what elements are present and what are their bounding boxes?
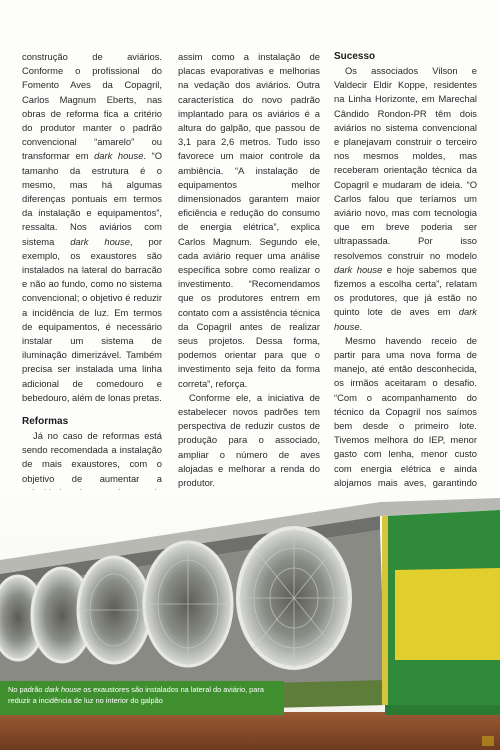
text-run: Mesmo havendo receio de partir para uma nova forma de manejo, até então desconhecida, os irmãos aceitaram o desafio. “Com o acompanhamento do técnico da Copagril nos saímos bem desde o primeiro lote. Tivemos melhora do IEP, menor gasto com lenha, menor custo com energia elétrica e ainda alojamos mais aves, garantindo <box>334 334 477 488</box>
section-heading-sucesso: Sucesso <box>334 51 376 62</box>
paragraph: assim como a instalação de placas evaporativas e melhorias na vedação dos aviários. Outra característica do novo padrão implantado para os aviários é a altura do galpão, que passou de 3,1 para 2,6 metros. Tudo isso favorece um maior controle da ambiência. “A instalação de equipamentos melhor dimensionados garantem maior eficiência e redução do consumo de energia elétrica”, explica Carlos Magnum. Segundo ele, cada aviário requer uma análise específica sobre como realizar o investimento. “Recomendamos que os produtores entrem em contato com a assistência técnica da Copagril antes de realizar seus projetos. Dessa forma, podemos orientar para que o investimento seja feito da forma correta”, reforça. <box>178 51 320 389</box>
text-run: e hoje sabemos que fizemos a escolha certa”, relatam os produtores, que já estão no quinto lote de aves em <box>334 263 478 318</box>
caption-text: os exaustores são instalados na lateral do aviário, para reduzir a incidência de luz no interior do galpão <box>8 685 264 705</box>
paragraph <box>22 50 162 405</box>
photo-caption <box>0 681 284 715</box>
text-run: , por exemplo, os exaustores são instalados na lateral do barracão e não ao fundo, como no sistema convencional; o objetivo é reduzir a incidência de luz. Em termos de equipamentos, é necessário instalar um sistema de iluminação dimerizável. Também precisa ser instalada uma linha adicional de comedouro e bebedouro, além de lonas pretas. <box>22 235 162 403</box>
article-column-3 <box>334 50 477 547</box>
section-heading-reformas: Reformas <box>22 416 69 428</box>
emphasis: dark house <box>94 150 144 162</box>
article-column-1 <box>22 50 162 514</box>
page-corner-mark <box>482 736 494 746</box>
caption-emphasis: dark house <box>44 685 82 694</box>
barn-end-wall-yellow <box>395 568 500 660</box>
emphasis: dark house <box>334 263 383 275</box>
paragraph: Já no caso de reformas está sendo recomendada a instalação de mais exaustores, com o objetivo de aumentar a <box>22 430 162 484</box>
grass-strip <box>385 705 500 715</box>
text-run: construção de aviários. Conforme o profissional do Fomento Aves da Copagril, Carlos Magnum Eberts, nas obras de reforma fica a critério do produtor manter o padrão convencional “amarelo” ou transformar em <box>22 51 162 162</box>
emphasis: dark house <box>70 235 130 247</box>
text-run: . <box>359 320 363 332</box>
emphasis: dark house <box>334 306 477 332</box>
paragraph: Conforme ele, a iniciativa de estabelecer novos padrões tem perspectiva de reduzir custos de produção para o associado, ampliar o número de aves alojadas e melhorar a renda do produtor. <box>178 391 320 489</box>
red-soil-ground <box>0 712 500 750</box>
text-run: . “O tamanho da estrutura é o mesmo, mas há algumas diferenças pontuais em termos da instalação e equipamentos”, ressalta. Nos aviários com sistema <box>22 150 162 247</box>
text-run: Os associados Vilson e Valdecir Eldir Koppe, residentes na Linha Horizonte, em Marechal Cândido Rondon-PR têm dois aviários no sistema convencional e planejavam construir o terceiro nos mesmos moldes, mas receberam orientação técnica da Copagril e mudaram de ideia. “O Carlos falou que teríamos um aviário novo, mas com tecnologia que em breve poderia ser ultrapassada. Por isso resolvemos construir no modelo <box>334 65 477 261</box>
paragraph <box>334 64 477 334</box>
caption-text: No padrão <box>8 685 45 694</box>
article-column-2 <box>178 50 320 490</box>
